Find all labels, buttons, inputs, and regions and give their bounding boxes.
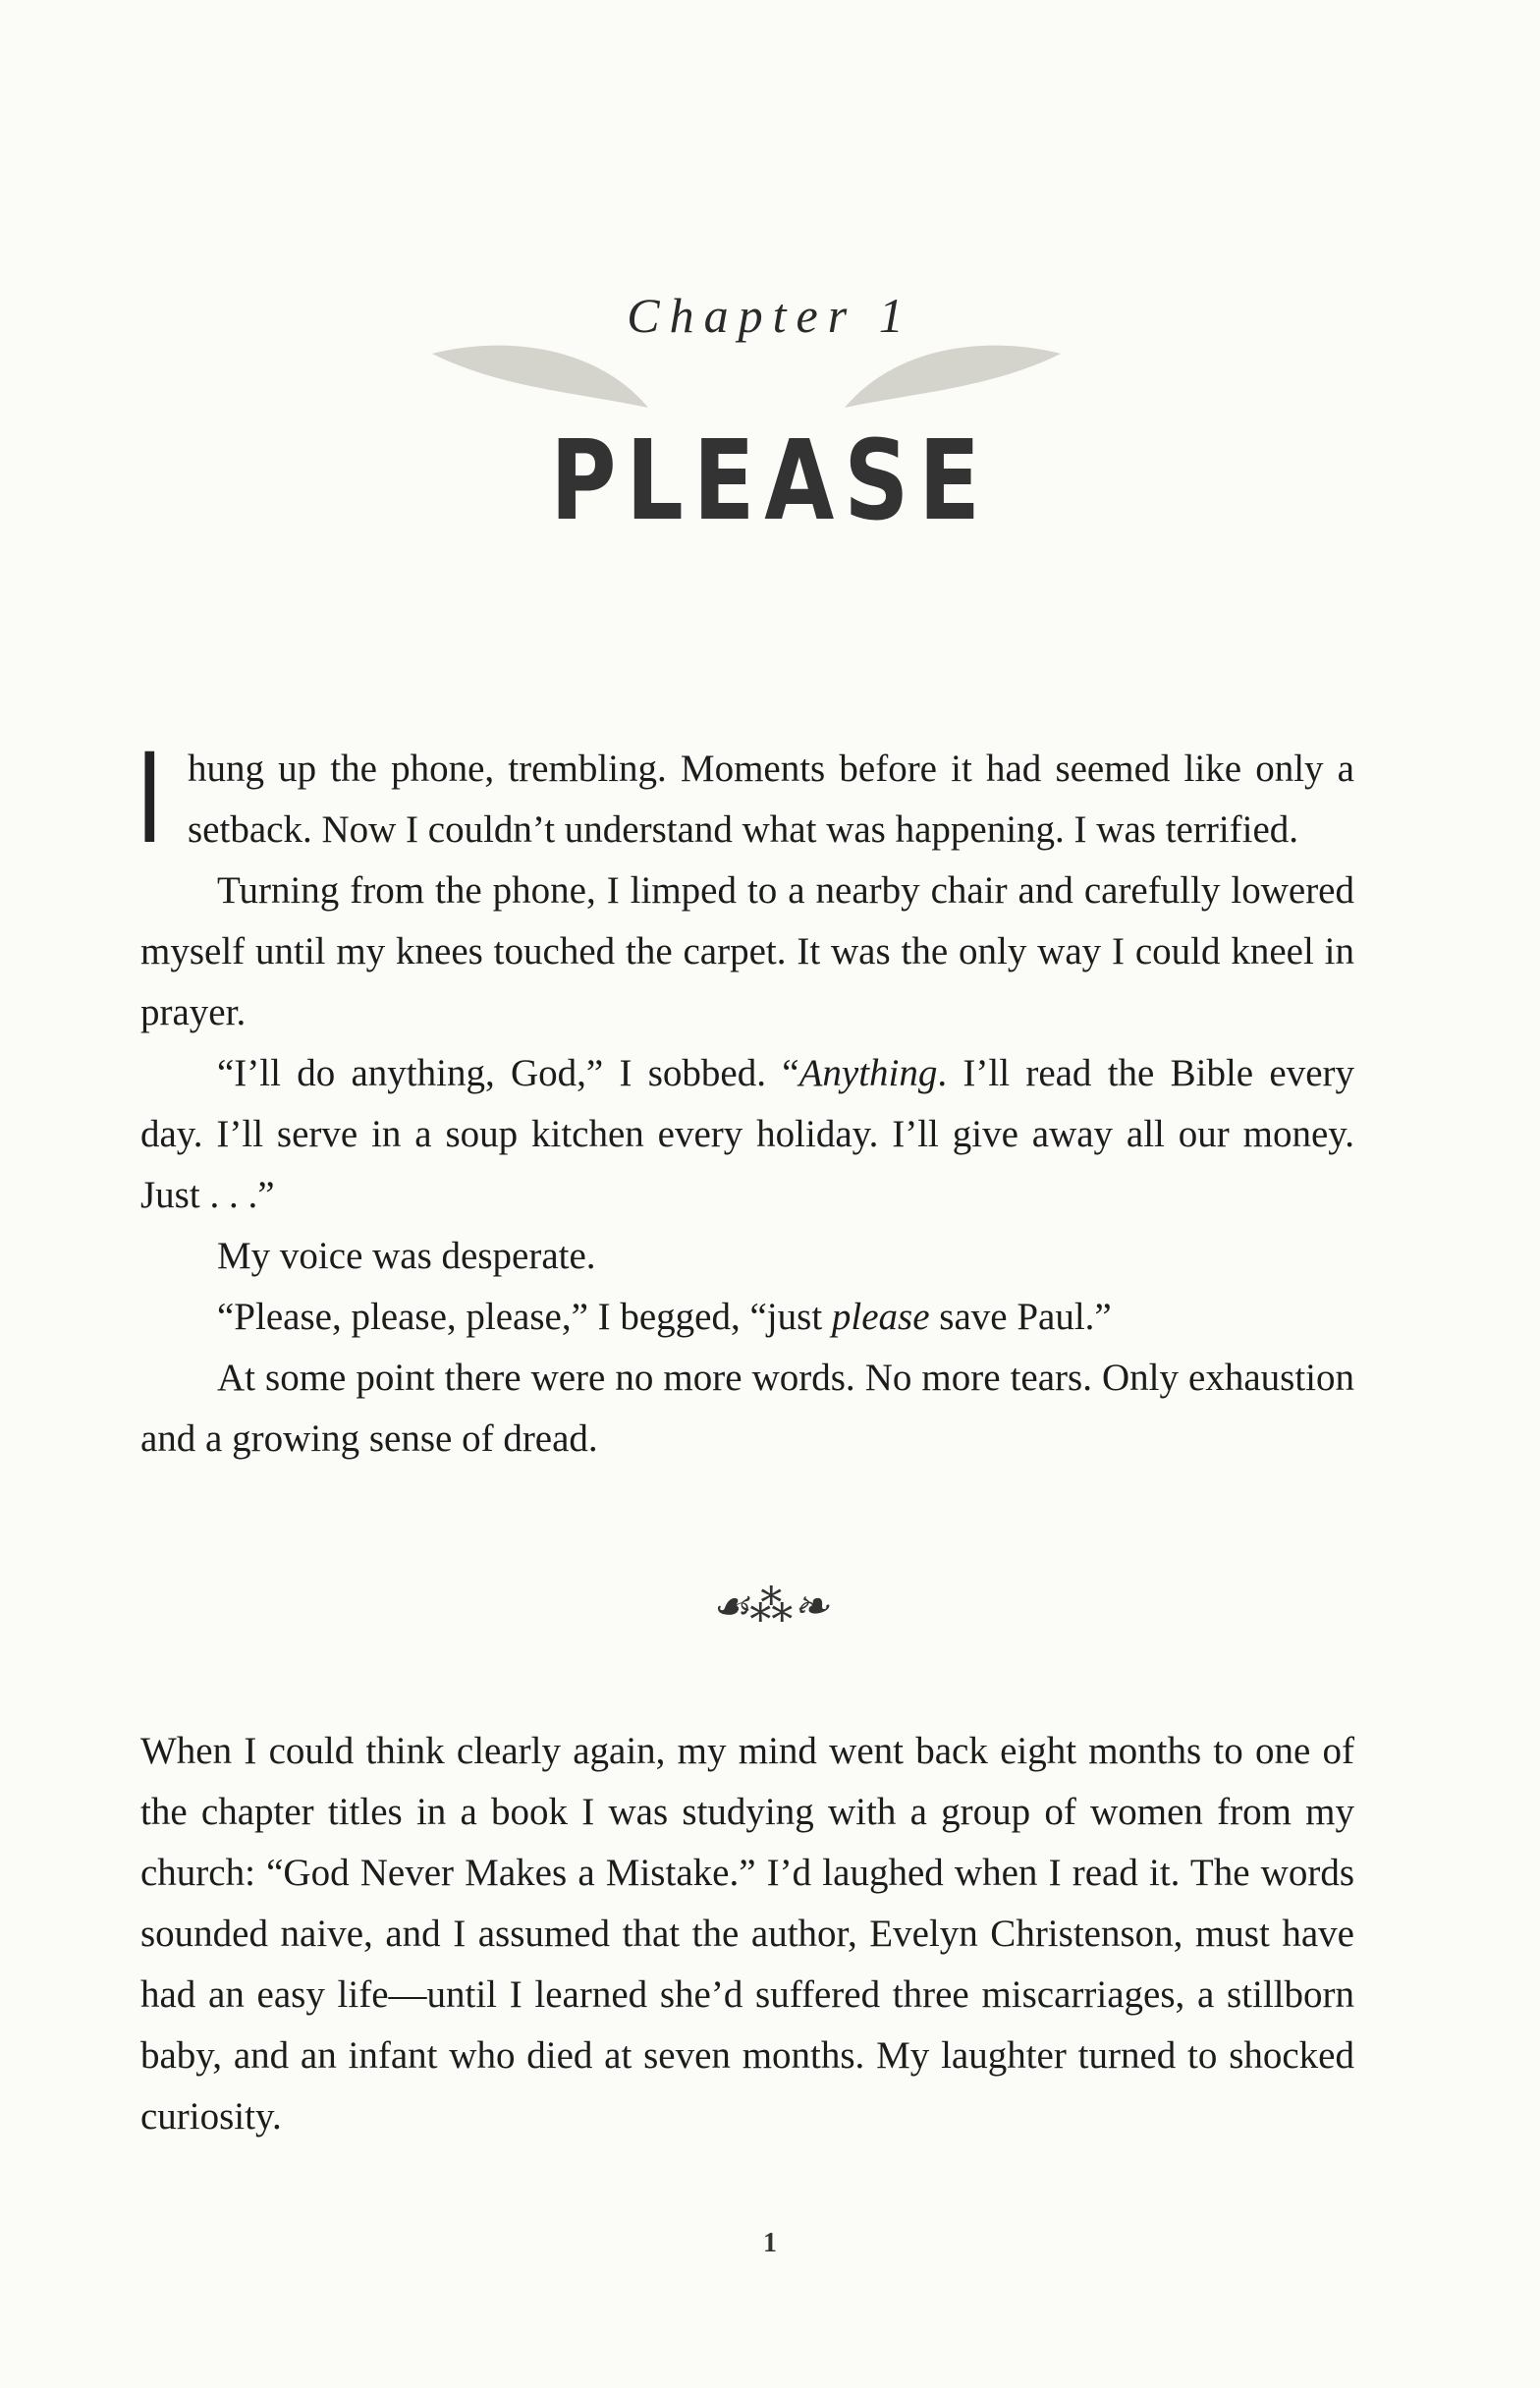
drop-cap: I (140, 724, 159, 870)
paragraph-5-part-b: save Paul.” (929, 1296, 1112, 1338)
chapter-label: Chapter 1 (627, 288, 913, 343)
paragraph-3 (140, 1043, 1354, 1226)
section-divider-ornament: ☙⁂❧ (710, 1583, 830, 1631)
paragraph-5 (140, 1287, 1354, 1348)
left-leaf (432, 346, 648, 408)
page-number: 1 (763, 2228, 777, 2258)
paragraph-5-part-a: “Please, please, please,” I begged, “just (217, 1296, 832, 1338)
paragraph-6: At some point there were no more words. No more tears. Only exhaustion and a growing sense of dread. (140, 1357, 1354, 1460)
paragraph-5-emphasis: please (831, 1296, 930, 1338)
chapter-title: PLEASE (550, 417, 990, 545)
paragraph-1-text: hung up the phone, trembling. Moments before it had seemed like only a setback. Now I couldn’t understand what was happening. I was terrified. (188, 748, 1354, 851)
paragraph-7: When I could think clearly again, my mind went back eight months to one of the chapter titles in a book I was studying with a group of women from my church: “God Never Makes a Mistake.” I’d laughed when I read it. The words sounded naive, and I assumed that the author, Evelyn Christenson, must have had an easy life—until I learned she’d suffered three miscarriages, a stillborn baby, and an infant who died at seven months. My laughter turned to shocked curiosity. (140, 1730, 1354, 2138)
section-2 (140, 1721, 1354, 2147)
paragraph-1 (140, 724, 1354, 870)
right-leaf (845, 346, 1061, 408)
section-1 (140, 724, 1354, 1470)
paragraph-4: My voice was desperate. (217, 1235, 596, 1277)
paragraph-3-part-b: . I’ll read the Bible every day. I’ll serve in a soup kitchen every holiday. I’ll give away all our money. Just . . .” (140, 1052, 1354, 1216)
leaf-ornament (432, 324, 1061, 432)
paragraph-2: Turning from the phone, I limped to a nearby chair and carefully lowered myself until my knees touched the carpet. It was the only way I could kneel in prayer. (140, 869, 1354, 1033)
paragraph-3-emphasis: Anything (798, 1052, 938, 1094)
paragraph-3-part-a: “I’ll do anything, God,” I sobbed. “ (217, 1052, 799, 1094)
